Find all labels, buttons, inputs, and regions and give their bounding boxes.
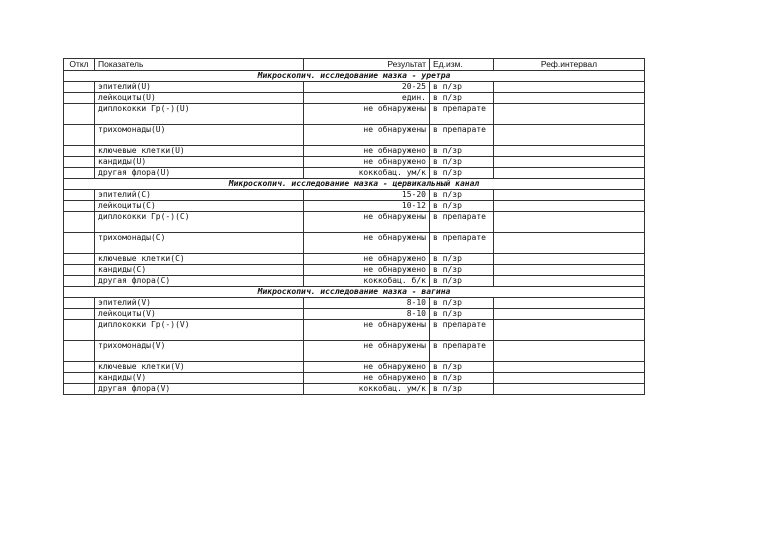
table-row [64, 320, 645, 341]
indicator-name: другая флора(C) [95, 276, 304, 287]
result-value: не обнаружено [304, 157, 430, 168]
result-value: не обнаружено [304, 254, 430, 265]
table-row [64, 125, 645, 146]
table-row [64, 254, 645, 265]
ref-interval [494, 82, 645, 93]
indicator-name: ключевые клетки(C) [95, 254, 304, 265]
result-value: един. [304, 93, 430, 104]
result-value: 15-20 [304, 190, 430, 201]
unit-value: в п/зр [430, 190, 494, 201]
ref-interval [494, 362, 645, 373]
ref-interval [494, 254, 645, 265]
indicator-name: ключевые клетки(U) [95, 146, 304, 157]
indicator-name: кандиды(C) [95, 265, 304, 276]
otkl-cell [64, 93, 95, 104]
otkl-cell [64, 212, 95, 233]
otkl-cell [64, 168, 95, 179]
otkl-cell [64, 320, 95, 341]
table-row [64, 93, 645, 104]
indicator-name: лейкоциты(U) [95, 93, 304, 104]
table-row [64, 265, 645, 276]
otkl-cell [64, 254, 95, 265]
indicator-name: другая флора(U) [95, 168, 304, 179]
ref-interval [494, 320, 645, 341]
result-value: не обнаружено [304, 373, 430, 384]
table-row [64, 362, 645, 373]
unit-value: в препарате [430, 320, 494, 341]
result-value: не обнаружено [304, 146, 430, 157]
header-ref: Реф.интервал [494, 59, 645, 71]
table-body [64, 71, 645, 395]
otkl-cell [64, 82, 95, 93]
unit-value: в п/зр [430, 265, 494, 276]
indicator-name: эпителий(C) [95, 190, 304, 201]
table-row [64, 104, 645, 125]
table-row [64, 168, 645, 179]
section-header [64, 179, 645, 190]
unit-value: в п/зр [430, 384, 494, 395]
otkl-cell [64, 298, 95, 309]
indicator-name: ключевые клетки(V) [95, 362, 304, 373]
ref-interval [494, 93, 645, 104]
indicator-name: кандиды(U) [95, 157, 304, 168]
ref-interval [494, 276, 645, 287]
indicator-name: эпителий(V) [95, 298, 304, 309]
otkl-cell [64, 201, 95, 212]
ref-interval [494, 298, 645, 309]
ref-interval [494, 168, 645, 179]
unit-value: в п/зр [430, 373, 494, 384]
indicator-name: эпителий(U) [95, 82, 304, 93]
unit-value: в препарате [430, 212, 494, 233]
section-title: Микроскопич. исследование мазка - уретра [64, 71, 645, 82]
unit-value: в п/зр [430, 168, 494, 179]
indicator-name: диплококки Гр(-)(V) [95, 320, 304, 341]
section-header [64, 71, 645, 82]
result-value: 8-10 [304, 298, 430, 309]
header-result: Результат [304, 59, 430, 71]
result-value: коккобац. б/к [304, 276, 430, 287]
unit-value: в препарате [430, 341, 494, 362]
section-header [64, 287, 645, 298]
table-row [64, 212, 645, 233]
result-value: не обнаружены [304, 320, 430, 341]
result-value: коккобац. ум/к [304, 384, 430, 395]
indicator-name: трихомонады(V) [95, 341, 304, 362]
ref-interval [494, 104, 645, 125]
ref-interval [494, 146, 645, 157]
indicator-name: лейкоциты(V) [95, 309, 304, 320]
header-row [64, 59, 645, 71]
result-value: не обнаружено [304, 265, 430, 276]
otkl-cell [64, 233, 95, 254]
unit-value: в п/зр [430, 362, 494, 373]
otkl-cell [64, 309, 95, 320]
indicator-name: кандиды(V) [95, 373, 304, 384]
ref-interval [494, 341, 645, 362]
ref-interval [494, 373, 645, 384]
otkl-cell [64, 104, 95, 125]
unit-value: в п/зр [430, 201, 494, 212]
ref-interval [494, 309, 645, 320]
table-row [64, 341, 645, 362]
result-value: не обнаружено [304, 362, 430, 373]
otkl-cell [64, 276, 95, 287]
otkl-cell [64, 146, 95, 157]
unit-value: в п/зр [430, 157, 494, 168]
otkl-cell [64, 157, 95, 168]
table-row [64, 276, 645, 287]
ref-interval [494, 265, 645, 276]
table-row [64, 82, 645, 93]
section-title: Микроскопич. исследование мазка - цервикальный канал [64, 179, 645, 190]
unit-value: в п/зр [430, 146, 494, 157]
result-value: 10-12 [304, 201, 430, 212]
indicator-name: другая флора(V) [95, 384, 304, 395]
otkl-cell [64, 362, 95, 373]
indicator-name: трихомонады(C) [95, 233, 304, 254]
table-row [64, 146, 645, 157]
indicator-name: диплококки Гр(-)(C) [95, 212, 304, 233]
otkl-cell [64, 265, 95, 276]
table-row [64, 373, 645, 384]
ref-interval [494, 384, 645, 395]
otkl-cell [64, 190, 95, 201]
indicator-name: лейкоциты(C) [95, 201, 304, 212]
result-value: не обнаружены [304, 212, 430, 233]
result-value: коккобац. ум/к [304, 168, 430, 179]
result-value: 20-25 [304, 82, 430, 93]
unit-value: в п/зр [430, 82, 494, 93]
unit-value: в п/зр [430, 276, 494, 287]
table-row [64, 157, 645, 168]
results-table [63, 58, 645, 395]
section-title: Микроскопич. исследование мазка - вагина [64, 287, 645, 298]
table-row [64, 190, 645, 201]
indicator-name: трихомонады(U) [95, 125, 304, 146]
otkl-cell [64, 341, 95, 362]
result-value: не обнаружены [304, 233, 430, 254]
indicator-name: диплококки Гр(-)(U) [95, 104, 304, 125]
unit-value: в п/зр [430, 298, 494, 309]
result-value: не обнаружены [304, 341, 430, 362]
ref-interval [494, 157, 645, 168]
unit-value: в препарате [430, 125, 494, 146]
result-value: 8-10 [304, 309, 430, 320]
table-row [64, 201, 645, 212]
unit-value: в п/зр [430, 254, 494, 265]
unit-value: в препарате [430, 233, 494, 254]
unit-value: в п/зр [430, 93, 494, 104]
otkl-cell [64, 373, 95, 384]
header-name: Показатель [95, 59, 304, 71]
unit-value: в п/зр [430, 309, 494, 320]
header-unit: Ед.изм. [430, 59, 494, 71]
otkl-cell [64, 125, 95, 146]
table-row [64, 233, 645, 254]
table-row [64, 298, 645, 309]
ref-interval [494, 125, 645, 146]
result-value: не обнаружены [304, 125, 430, 146]
otkl-cell [64, 384, 95, 395]
table-row [64, 309, 645, 320]
ref-interval [494, 212, 645, 233]
header-otkl: Откл [64, 59, 95, 71]
unit-value: в препарате [430, 104, 494, 125]
ref-interval [494, 201, 645, 212]
table-row [64, 384, 645, 395]
ref-interval [494, 233, 645, 254]
result-value: не обнаружены [304, 104, 430, 125]
ref-interval [494, 190, 645, 201]
